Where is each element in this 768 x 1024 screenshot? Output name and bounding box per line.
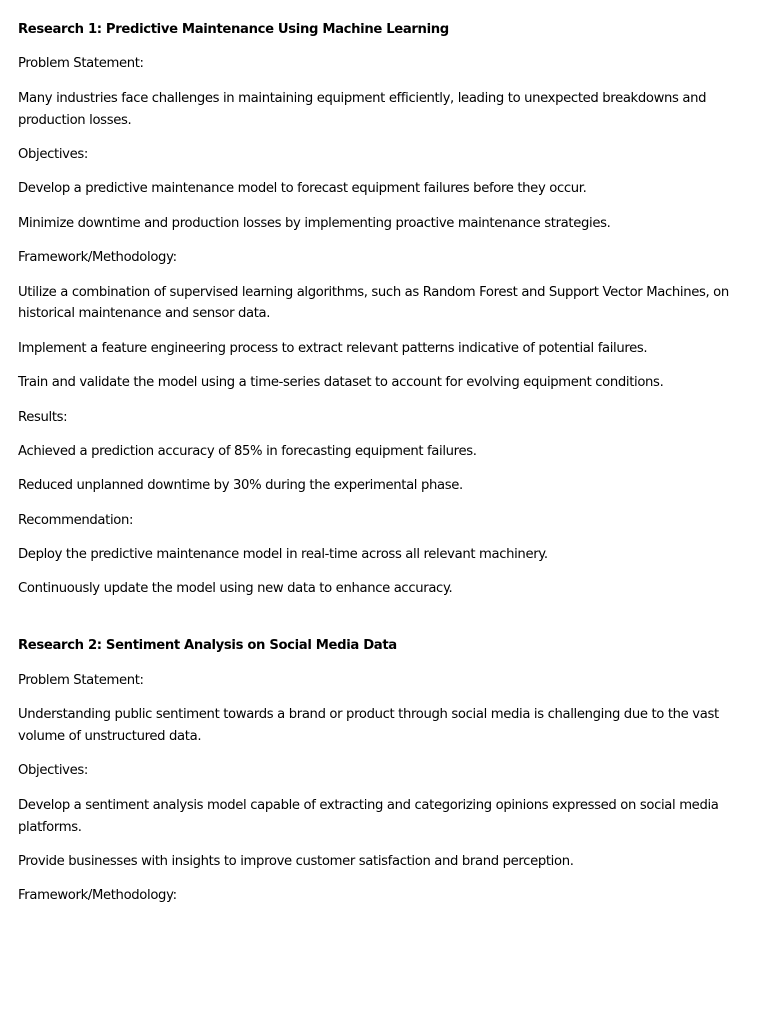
research-1-objectives-label: Objectives:: [18, 146, 88, 162]
research-1-framework-label: Framework/Methodology:: [18, 250, 177, 266]
section-spacer: [18, 613, 750, 636]
research-1-framework-item: Utilize a combination of supervised learning algorithms, such as Random Forest and Support Vector Machines, on historical maintenance and sensor data.: [18, 284, 729, 322]
research-1-result: Reduced unplanned downtime by 30% during the experimental phase.: [18, 478, 463, 494]
research-1-problem-text: Many industries face challenges in maintaining equipment efficiently, leading to unexpected breakdowns and production losses.: [18, 90, 707, 128]
research-1-recommendation: Deploy the predictive maintenance model in real-time across all relevant machinery.: [18, 547, 548, 563]
research-2-problem-text: Understanding public sentiment towards a brand or product through social media is challenging due to the vast volume of unstructured data.: [18, 707, 719, 745]
research-1-results-label: Results:: [18, 409, 68, 425]
research-1-recommendation-label: Recommendation:: [18, 512, 134, 528]
research-2-objective: Provide businesses with insights to improve customer satisfaction and brand perception.: [18, 853, 574, 869]
research-1-objective: Minimize downtime and production losses by implementing proactive maintenance strategies.: [18, 215, 611, 231]
research-2-framework-label: Framework/Methodology:: [18, 888, 177, 904]
research-2-objectives-label: Objectives:: [18, 763, 88, 779]
research-1-framework-item: Train and validate the model using a time-series dataset to account for evolving equipment conditions.: [18, 375, 664, 391]
research-1-objective: Develop a predictive maintenance model to forecast equipment failures before they occur.: [18, 181, 587, 197]
research-1-recommendation: Continuously update the model using new data to enhance accuracy.: [18, 581, 453, 597]
research-1-result: Achieved a prediction accuracy of 85% in forecasting equipment failures.: [18, 443, 477, 459]
research-2-problem-label: Problem Statement:: [18, 672, 144, 688]
research-1-title: Research 1: Predictive Maintenance Using Machine Learning: [18, 22, 449, 37]
research-2-objective: Develop a sentiment analysis model capable of extracting and categorizing opinions expressed on social media platforms.: [18, 797, 719, 835]
research-2-title: Research 2: Sentiment Analysis on Social Media Data: [18, 638, 397, 654]
research-1-framework-item: Implement a feature engineering process to extract relevant patterns indicative of potential failures.: [18, 340, 648, 356]
research-1-problem-label: Problem Statement:: [18, 56, 144, 72]
